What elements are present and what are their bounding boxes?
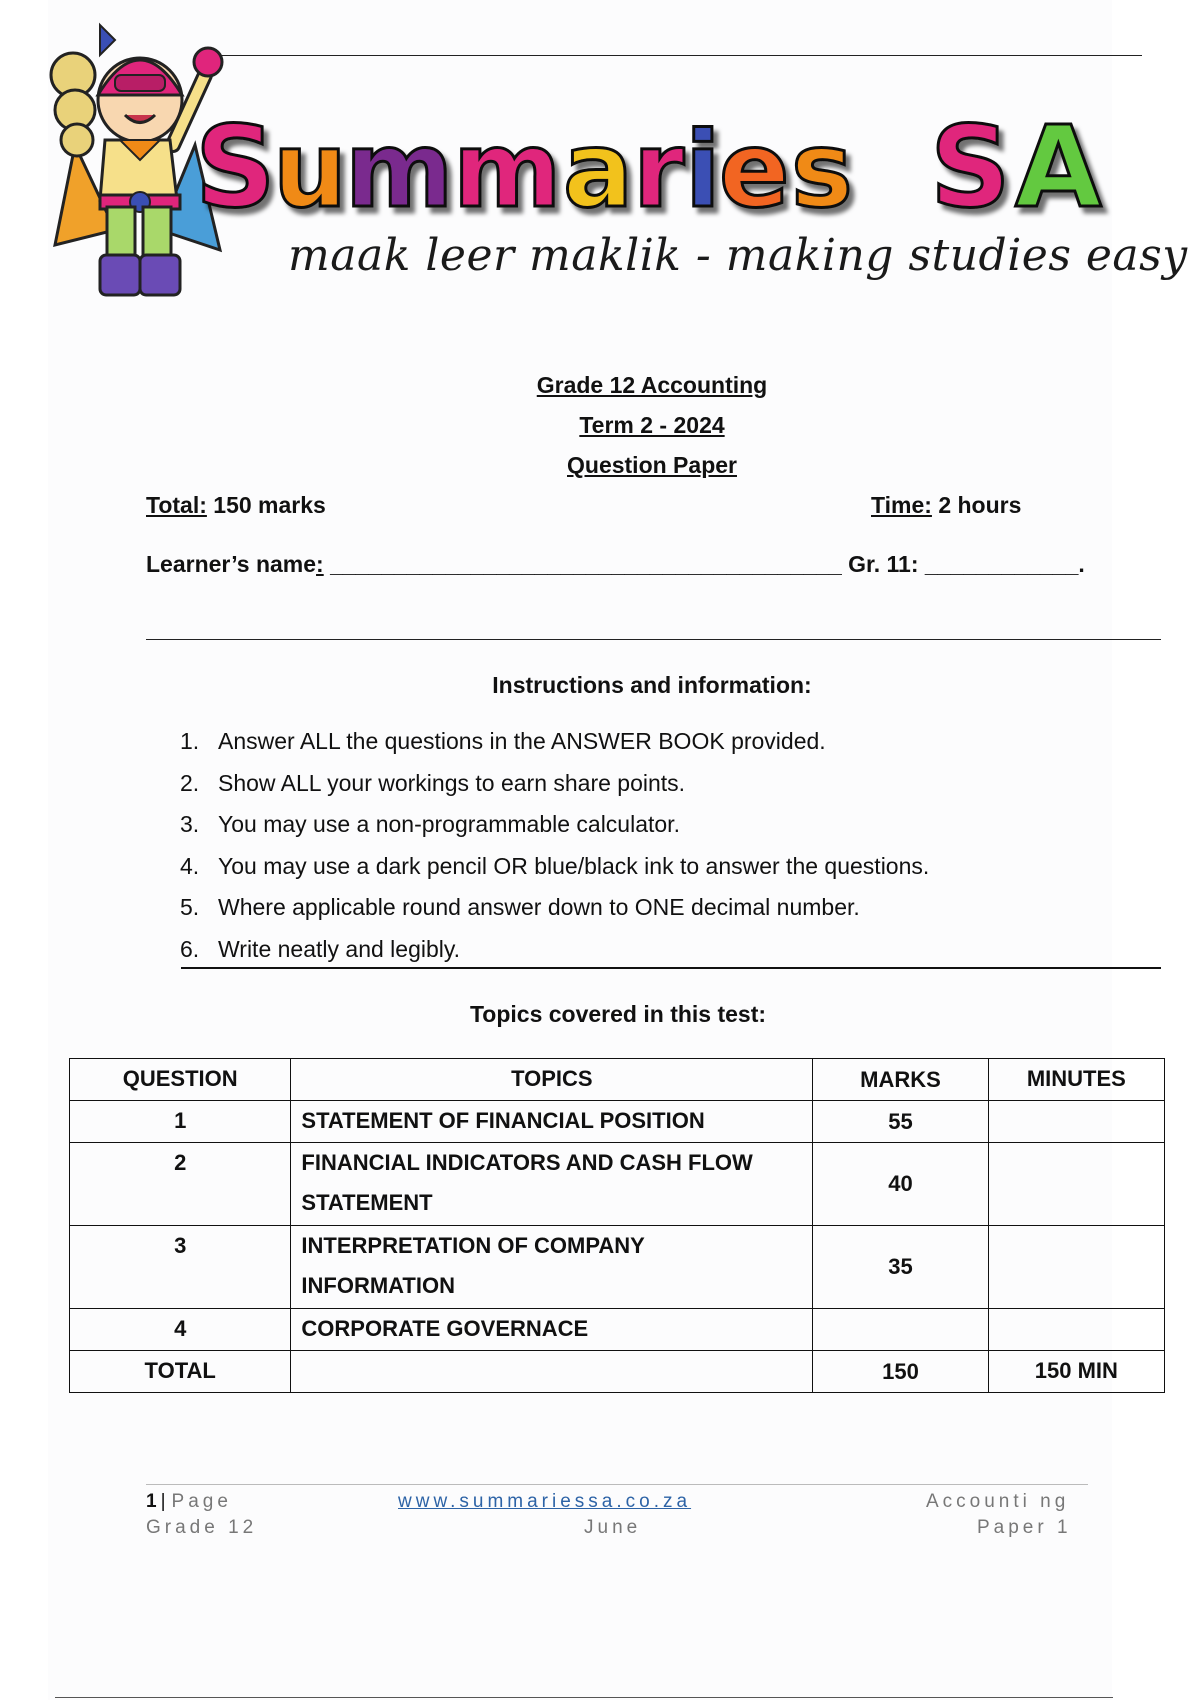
instruction-item: 5. Where applicable round answer down to ONE decimal number. bbox=[180, 894, 860, 920]
column-header-marks: MARKS bbox=[813, 1059, 988, 1101]
instruction-item: 6. Write neatly and legibly. bbox=[180, 935, 461, 962]
cell-total-minutes: 150 MIN bbox=[988, 1351, 1164, 1393]
table-total-row bbox=[70, 1351, 1165, 1393]
footer-paper: Paper 1 bbox=[977, 1517, 1072, 1538]
instruction-item: 1. Answer ALL the questions in the ANSWER BOOK provided. bbox=[180, 728, 826, 754]
svg-text:e: e bbox=[719, 109, 790, 228]
cell-marks: 40 bbox=[813, 1143, 988, 1226]
footer-rule bbox=[146, 1484, 1088, 1485]
learner-name-row bbox=[146, 551, 1085, 578]
tagline: maak leer maklik - making studies easy bbox=[288, 230, 1188, 281]
topics-table bbox=[69, 1058, 1165, 1393]
cell-question: 1 bbox=[70, 1101, 291, 1143]
cell-minutes bbox=[988, 1309, 1164, 1351]
time-allowed bbox=[871, 492, 1021, 519]
footer-grade: Grade 12 bbox=[146, 1517, 258, 1538]
instruction-item: 4. You may use a dark pencil OR blue/black ink to answer the questions. bbox=[180, 852, 930, 879]
cell-total-marks: 150 bbox=[813, 1351, 988, 1393]
cell-topic: FINANCIAL INDICATORS AND CASH FLOW STATEMENT bbox=[291, 1143, 813, 1226]
paper-type: Question Paper bbox=[567, 452, 737, 478]
instructions-heading: Instructions and information: bbox=[492, 672, 812, 698]
svg-text:m: m bbox=[345, 109, 454, 228]
total-marks bbox=[146, 492, 326, 519]
footer-month: June bbox=[584, 1517, 642, 1538]
svg-text:A: A bbox=[1015, 108, 1102, 228]
footer-website-link[interactable]: www.summariessa.co.za bbox=[398, 1491, 692, 1512]
cell-question: 4 bbox=[70, 1309, 291, 1351]
svg-text:m: m bbox=[453, 109, 562, 228]
cell-marks: 35 bbox=[813, 1226, 988, 1309]
instruction-item: 2. Show ALL your workings to earn share points. bbox=[180, 769, 686, 796]
document-title: Grade 12 Accounting bbox=[536, 372, 768, 398]
time-label: Time: bbox=[871, 492, 932, 518]
total-value: 150 marks bbox=[213, 492, 326, 518]
cell-marks: 55 bbox=[813, 1101, 988, 1143]
svg-text:S: S bbox=[195, 108, 276, 228]
svg-text:i: i bbox=[685, 109, 721, 228]
svg-text:r: r bbox=[633, 109, 685, 228]
term-label: Term 2 - 2024 bbox=[579, 412, 725, 438]
learner-name-label: Learner’s name bbox=[146, 551, 317, 577]
svg-text:s: s bbox=[791, 109, 853, 228]
cell-question: 2 bbox=[70, 1143, 291, 1226]
svg-text:a: a bbox=[563, 109, 634, 228]
svg-text:u: u bbox=[273, 109, 348, 228]
learner-name-field[interactable]: ________________________________________ bbox=[330, 551, 842, 577]
cell-minutes bbox=[988, 1101, 1164, 1143]
cell-marks bbox=[813, 1309, 988, 1351]
grade-field[interactable]: ____________. bbox=[924, 551, 1085, 577]
instructions-divider bbox=[181, 967, 1161, 969]
brand-logo bbox=[195, 108, 1195, 228]
learner-name-colon: : bbox=[316, 551, 324, 577]
column-header-question: QUESTION bbox=[70, 1059, 291, 1101]
footer-page-number: 1 | Page bbox=[146, 1491, 232, 1512]
table-row bbox=[70, 1309, 1165, 1351]
cell-total-label: TOTAL bbox=[70, 1351, 291, 1393]
column-header-minutes: MINUTES bbox=[988, 1059, 1164, 1101]
cell-total-topic bbox=[291, 1351, 813, 1393]
instructions-list bbox=[180, 728, 1120, 977]
time-value: 2 hours bbox=[938, 492, 1022, 518]
column-header-topics: TOPICS bbox=[291, 1059, 813, 1101]
instruction-item: 3. You may use a non-programmable calculator. bbox=[180, 811, 680, 837]
cell-topic: STATEMENT OF FINANCIAL POSITION bbox=[291, 1101, 813, 1143]
table-row bbox=[70, 1101, 1165, 1143]
cell-topic: CORPORATE GOVERNACE bbox=[291, 1309, 813, 1351]
table-row bbox=[70, 1143, 1165, 1226]
cell-minutes bbox=[988, 1143, 1164, 1226]
svg-text:S: S bbox=[930, 108, 1011, 228]
topics-heading: Topics covered in this test: bbox=[469, 1001, 767, 1027]
total-label: Total: bbox=[146, 492, 207, 518]
footer-subject: Accounti ng bbox=[926, 1491, 1070, 1512]
grade-label: Gr. 11: bbox=[848, 551, 919, 577]
table-header-row bbox=[70, 1059, 1165, 1101]
section-divider bbox=[146, 639, 1161, 640]
table-row bbox=[70, 1226, 1165, 1309]
cell-topic: INTERPRETATION OF COMPANY INFORMATION bbox=[291, 1226, 813, 1309]
cell-question: 3 bbox=[70, 1226, 291, 1309]
header-rule bbox=[205, 55, 1142, 56]
page-bottom-rule bbox=[55, 1697, 1113, 1698]
cell-minutes bbox=[988, 1226, 1164, 1309]
